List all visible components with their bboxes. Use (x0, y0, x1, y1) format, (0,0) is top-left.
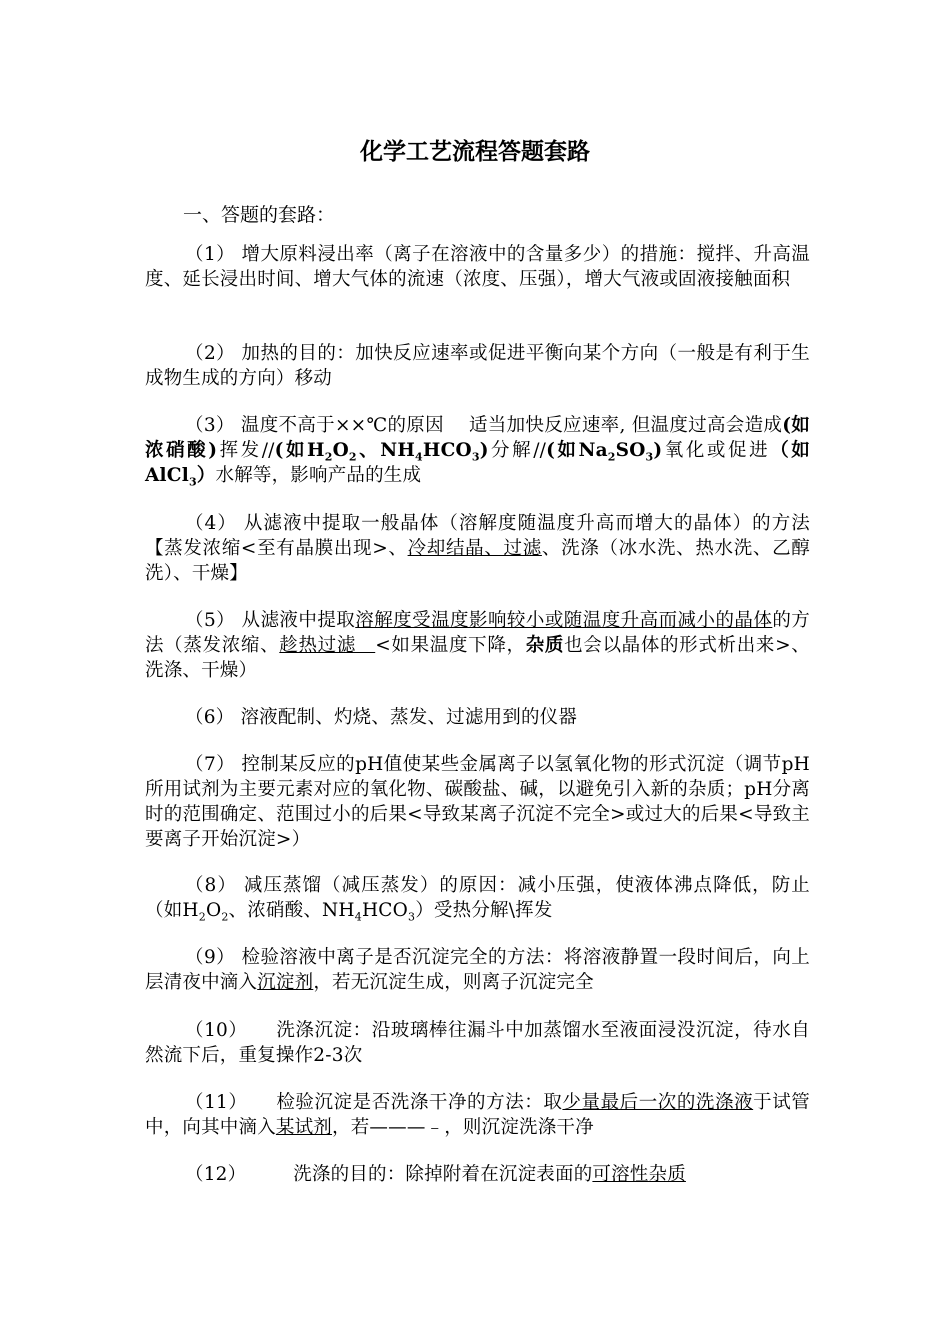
paragraph-11: （11） 检验沉淀是否洗涤干净的方法：取少量最后一次的洗涤液于试管中，向其中滴入某试剂，若———﹣，则沉淀洗涤干净 (145, 1092, 810, 1138)
page-title: 化学工艺流程答题套路 (360, 139, 590, 165)
paragraph-2: （2） 加热的目的：加快反应速率或促进平衡向某个方向（一般是有利于生成物生成的方向）移动 (145, 343, 810, 389)
paragraph-10: （10） 洗涤沉淀：沿玻璃棒往漏斗中加蒸馏水至液面浸没沉淀，待水自然流下后，重复操作2-3次 (145, 1020, 810, 1066)
paragraph-4: （4） 从滤液中提取一般晶体（溶解度随温度升高而增大的晶体）的方法【蒸发浓缩<至有晶膜出现>、冷却结晶、过滤、洗涤（冰水洗、热水洗、乙醇洗）、干燥】 (145, 513, 810, 584)
paragraph-9: （9） 检验溶液中离子是否沉淀完全的方法：将溶液静置一段时间后，向上层清夜中滴入沉淀剂，若无沉淀生成，则离子沉淀完全 (145, 947, 810, 993)
paragraph-6: （6） 溶液配制、灼烧、蒸发、过滤用到的仪器 (185, 707, 578, 728)
section-heading: 一、答题的套路： (183, 204, 336, 226)
paragraph-3: （3） 温度不高于××℃的原因 适当加快反应速率, 但温度过高会造成(如浓硝酸)挥发//(如$H_2O_2$、$NH_4HCO_3$)分解//(如$Na_2SO_3$)氧化或促进（如AlCl$_3$）水解等，影响产品的生成 (145, 415, 811, 489)
paragraph-5: （5） 从滤液中提取溶解度受温度影响较小或随温度升高而减小的晶体的方法（蒸发浓缩、趁热过滤 <如果温度下降，杂质也会以晶体的形式析出来>、洗涤、干燥） (145, 610, 811, 681)
paragraph-12: （12） 洗涤的目的：除掉附着在沉淀表面的可溶性杂质 (185, 1164, 686, 1185)
paragraph-7: （7） 控制某反应的pH值使某些金属离子以氢氧化物的形式沉淀（调节pH所用试剂为主要元素对应的氧化物、碳酸盐、碱，以避免引入新的杂质；pH分离时的范围确定、范围过小的后果<导致某离子沉淀不完全>或过大的后果<导致主要离子开始沉淀>） (145, 754, 810, 850)
paragraph-1: （1） 增大原料浸出率（离子在溶液中的含量多少）的措施：搅拌、升高温度、延长浸出时间、增大气体的流速（浓度、压强），增大气液或固液接触面积 (145, 244, 810, 290)
paragraph-8: （8） 减压蒸馏（减压蒸发）的原因：减小压强，使液体沸点降低，防止（如$H_2O_2$、浓硝酸、$NH_4HCO_3$）受热分解\挥发 (145, 875, 810, 924)
